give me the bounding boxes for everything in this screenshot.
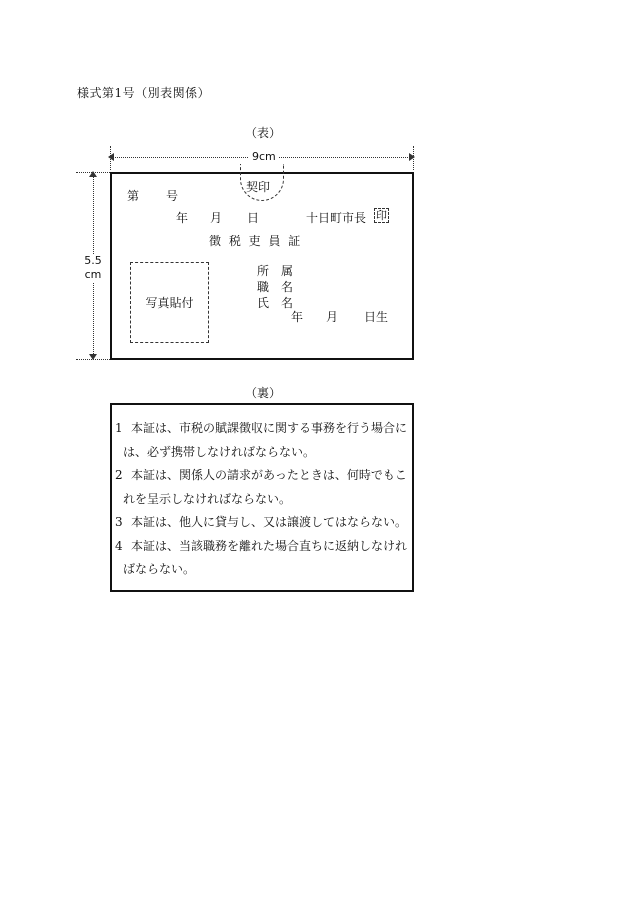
- arrow-left-icon: [108, 153, 114, 161]
- field-position: 職 名: [257, 280, 294, 294]
- note-number: 2: [115, 468, 123, 482]
- note-number: 3: [115, 515, 123, 529]
- height-dimension-unit: cm: [84, 268, 102, 281]
- width-dimension-text: 9cm: [249, 150, 279, 163]
- birth-month: 月: [326, 310, 339, 324]
- birth-day: 日生: [364, 310, 389, 324]
- issuer-stamp-icon: 印: [376, 209, 387, 222]
- note-number: 1: [115, 421, 123, 435]
- note-item: [115, 511, 413, 535]
- note-text: 本証は、関係人の請求があったときは、何時でもこ: [131, 468, 407, 482]
- note-text-continued: ばならない。: [123, 562, 196, 576]
- issuer-name: 十日町市長: [306, 211, 367, 225]
- number-prefix: 第: [127, 189, 140, 203]
- note-item: [115, 417, 413, 464]
- height-dimension-value: 5.5: [84, 254, 102, 267]
- photo-label: 写真貼付: [145, 296, 194, 310]
- note-text-continued: れを呈示しなければならない。: [123, 491, 292, 506]
- back-side-label: （裏）: [244, 386, 281, 400]
- arrow-down-icon: [89, 354, 97, 360]
- note-item: [115, 464, 413, 511]
- note-text: 本証は、市税の賦課徴収に関する事務を行う場合に: [131, 421, 408, 435]
- notes-list: [115, 417, 413, 582]
- arrow-up-icon: [89, 171, 97, 177]
- field-name: 氏 名: [257, 296, 294, 310]
- note-number: 4: [115, 538, 123, 553]
- height-dimension-text: [80, 254, 106, 282]
- issue-year: 年: [176, 211, 189, 225]
- card-title: 徴 税 吏 員 証: [209, 234, 303, 248]
- form-title: 様式第1号（別表関係）: [77, 86, 211, 100]
- number-suffix: 号: [166, 189, 179, 203]
- issue-month: 月: [210, 211, 223, 225]
- birth-year: 年: [291, 310, 304, 324]
- field-affiliation: 所 属: [257, 264, 294, 278]
- front-side-label: （表）: [244, 126, 281, 140]
- note-text: 本証は、他人に貸与し、又は譲渡してはならない。: [131, 515, 408, 529]
- note-text-continued: は、必ず携帯しなければならない。: [123, 444, 316, 459]
- issue-day: 日: [247, 211, 260, 225]
- arrow-right-icon: [409, 153, 415, 161]
- seal-text: 契印: [246, 180, 271, 194]
- note-item: [115, 535, 413, 582]
- note-text: 本証は、当該職務を離れた場合直ちに返納しなけれ: [131, 538, 408, 553]
